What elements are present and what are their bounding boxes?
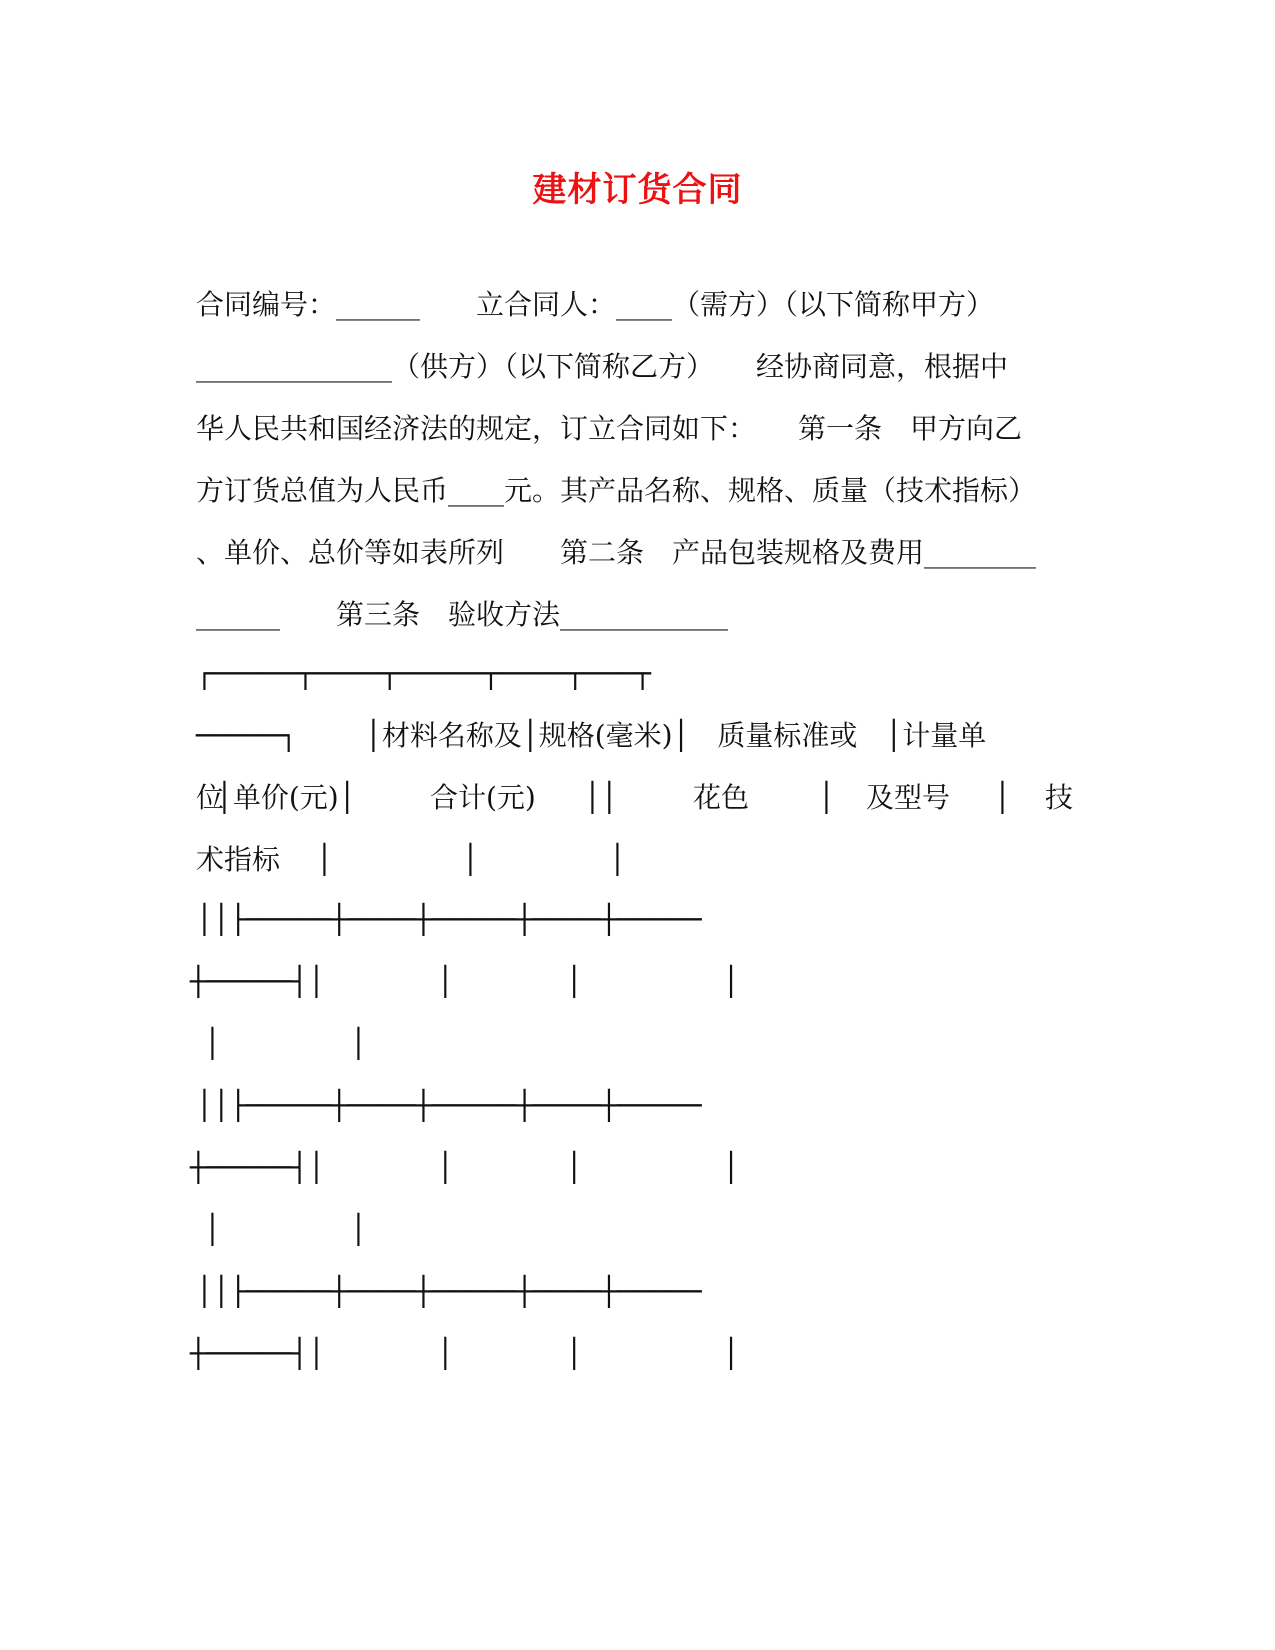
- table-separator-b: ┼─────┤│ │ │ │: [190, 1151, 740, 1184]
- table-cell-border-0: │: [204, 1213, 221, 1246]
- table-header-cell-1: │单价(元)│: [216, 781, 356, 814]
- table-border-fragment: ─────┐: [196, 719, 298, 752]
- table-separator-b: ┼─────┤│ │ │ │: [190, 1337, 740, 1370]
- table-separator-a: ││├─────┼────┼─────┼────┼─────: [196, 1275, 702, 1308]
- table-separator-a: ││├─────┼────┼─────┼────┼─────: [196, 1089, 702, 1122]
- table-header-cell-5: │: [818, 781, 835, 814]
- table-cell-border-0: │: [204, 1027, 221, 1060]
- paragraph-line-3: 华人民共和国经济法的规定，订立合同如下： 第一条 甲方向乙: [196, 412, 1023, 445]
- table-header-cell-8: 技: [1045, 781, 1074, 814]
- table-header-cell-0: 术指标: [196, 843, 281, 876]
- table-header-cell-2: │: [462, 843, 479, 876]
- table-header-cell-3: ││: [584, 781, 618, 814]
- paragraph-line-2: ______________（供方）（以下简称乙方） 经协商同意，根据中: [196, 350, 1009, 383]
- table-separator-a: ││├─────┼────┼─────┼────┼─────: [196, 903, 702, 936]
- table-separator-b: ┼─────┤│ │ │ │: [190, 965, 740, 998]
- paragraph-line-1: 合同编号：______ 立合同人：____（需方）（以下简称甲方）: [196, 288, 995, 321]
- table-header-cell-2: 合计(元): [430, 781, 536, 814]
- paragraph-line-5: 、单价、总价等如表所列 第二条 产品包装规格及费用________: [196, 536, 1037, 569]
- paragraph-line-4: 方订货总值为人民币____元。其产品名称、规格、质量（技术指标）: [196, 474, 1037, 507]
- paragraph-line-6: ______ 第三条 验收方法____________: [196, 598, 729, 631]
- table-header-cell-1: │: [316, 843, 333, 876]
- document-title: 建材订货合同: [532, 170, 743, 210]
- table-header-cell-7: │: [994, 781, 1011, 814]
- table-header-cell-3: │: [609, 843, 626, 876]
- table-top-border: ┌─────┬────┬─────┬────┬───┬: [196, 657, 652, 690]
- table-cell-border-1: │: [350, 1213, 367, 1246]
- table-header-cell-6: 及型号: [866, 781, 951, 814]
- table-header-cell-0: 位: [196, 781, 225, 814]
- table-header-cell-4: 花色: [693, 781, 750, 814]
- table-cell-border-1: │: [350, 1027, 367, 1060]
- table-header-row-1: │材料名称及│规格(毫米)│ 质量标准或 │计量单: [365, 719, 987, 752]
